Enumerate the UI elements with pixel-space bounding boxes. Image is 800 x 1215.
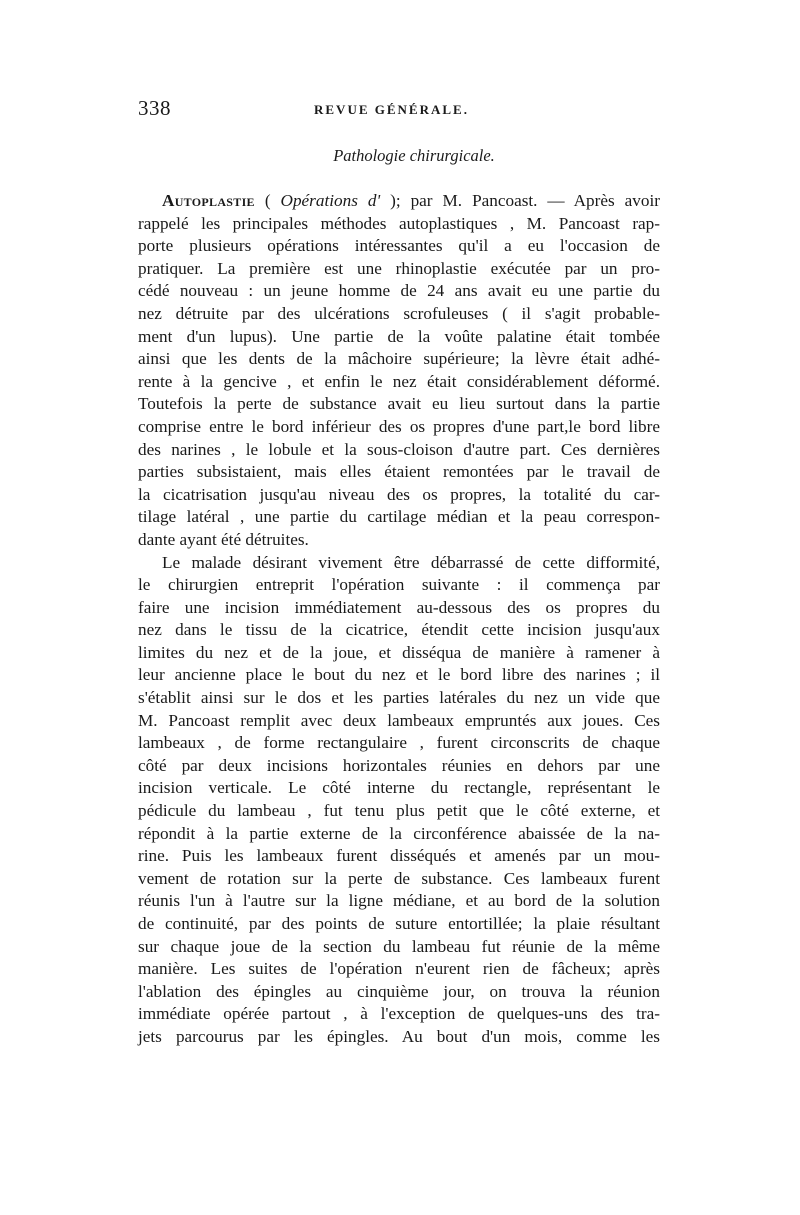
text-line: pédicule du lambeau , fut tenu plus petit que le côté externe, et bbox=[138, 801, 660, 821]
text-line: incision verticale. Le côté interne du rectangle, représentant le bbox=[138, 778, 660, 798]
text-line: porte plusieurs opérations intéressantes qu'il a eu l'occasion de bbox=[138, 236, 660, 256]
heading-rest: ); par M. Pancoast. — Après avoir bbox=[380, 191, 660, 210]
text-line: rine. Puis les lambeaux furent disséqués et amenés par un mou- bbox=[138, 846, 660, 866]
heading-italic: Opérations d' bbox=[280, 191, 381, 210]
text-line: ment d'un lupus). Une partie de la voûte palatine était tombée bbox=[138, 326, 660, 346]
article-heading: Autoplastie bbox=[162, 191, 255, 210]
text-line: vement de rotation sur la perte de substance. Ces lambeaux furent bbox=[138, 868, 660, 888]
text-line: manière. Les suites de l'opération n'eurent rien de fâcheux; après bbox=[138, 959, 660, 979]
text-line: faire une incision immédiatement au-dessous des os propres du bbox=[138, 597, 660, 617]
text-line: rappelé les principales méthodes autoplastiques , M. Pancoast rap- bbox=[138, 213, 660, 233]
heading-paren: ( bbox=[254, 191, 281, 210]
text-line: nez détruite par des ulcérations scrofuleuses ( il s'agit probable- bbox=[138, 303, 660, 323]
text-line: rente à la gencive , et enfin le nez était considérablement déformé. bbox=[138, 371, 660, 391]
text-line: leur ancienne place le bout du nez et le bord libre des narines ; il bbox=[138, 665, 660, 685]
journal-title: REVUE GÉNÉRALE. bbox=[314, 102, 469, 117]
text-line: côté par deux incisions horizontales réunies en dehors par une bbox=[138, 755, 660, 775]
text-line: comprise entre le bord inférieur des os propres d'une part,le bord libre bbox=[138, 416, 660, 436]
text-line: parties subsistaient, mais elles étaient remontées par le travail de bbox=[138, 462, 660, 482]
text-line: répondit à la partie externe de la circonférence abaissée de la na- bbox=[138, 823, 660, 843]
text-line: cédé nouveau : un jeune homme de 24 ans avait eu une partie du bbox=[138, 281, 660, 301]
text-line-last: dante ayant été détruites. bbox=[138, 529, 309, 549]
article-body bbox=[138, 190, 660, 1049]
text-line: tilage latéral , une partie du cartilage médian et la peau correspon- bbox=[138, 507, 660, 527]
text-line: nez dans le tissu de la cicatrice, étendit cette incision jusqu'aux bbox=[138, 620, 660, 640]
section-title: Pathologie chirurgicale. bbox=[333, 146, 495, 165]
text-line: de continuité, par des points de suture entortillée; la plaie résultant bbox=[138, 914, 660, 933]
text-line: lambeaux , de forme rectangulaire , furent circonscrits de chaque bbox=[138, 733, 660, 753]
text-line: des narines , le lobule et la sous-cloison d'autre part. Ces dernières bbox=[138, 439, 660, 459]
text-line: pratiquer. La première est une rhinoplastie exécutée par un pro- bbox=[138, 258, 660, 278]
article-heading-line bbox=[138, 190, 660, 213]
running-head bbox=[138, 96, 660, 126]
text-line: l'ablation des épingles au cinquième jour, on trouva la réunion bbox=[138, 981, 660, 1001]
text-line: sur chaque joue de la section du lambeau fut réunie de la même bbox=[138, 936, 660, 956]
text-line: s'établit ainsi sur le dos et les parties latérales du nez un vide que bbox=[138, 688, 660, 708]
page-number: 338 bbox=[138, 96, 171, 120]
text-line: jets parcourus par les épingles. Au bout d'un mois, comme les bbox=[138, 1026, 660, 1046]
text-line: le chirurgien entreprit l'opération suivante : il commença par bbox=[138, 575, 660, 595]
text-line: limites du nez et de la joue, et disséqua de manière à ramener à bbox=[138, 642, 660, 662]
book-page bbox=[138, 96, 660, 1049]
text-line: Toutefois la perte de substance avait eu lieu surtout dans la partie bbox=[138, 394, 660, 414]
text-line: réunis l'un à l'autre sur la ligne médiane, et au bord de la solution bbox=[138, 891, 660, 911]
text-line: M. Pancoast remplit avec deux lambeaux empruntés aux joues. Ces bbox=[138, 710, 660, 730]
text-line: ainsi que les dents de la mâchoire supérieure; la lèvre était adhé- bbox=[138, 349, 660, 369]
text-line: immédiate opérée partout , à l'exception de quelques-uns des tra- bbox=[138, 1004, 660, 1024]
text-line: Le malade désirant vivement être débarrassé de cette difformité, bbox=[162, 552, 660, 572]
text-line: la cicatrisation jusqu'au niveau des os propres, la totalité du car- bbox=[138, 484, 660, 504]
